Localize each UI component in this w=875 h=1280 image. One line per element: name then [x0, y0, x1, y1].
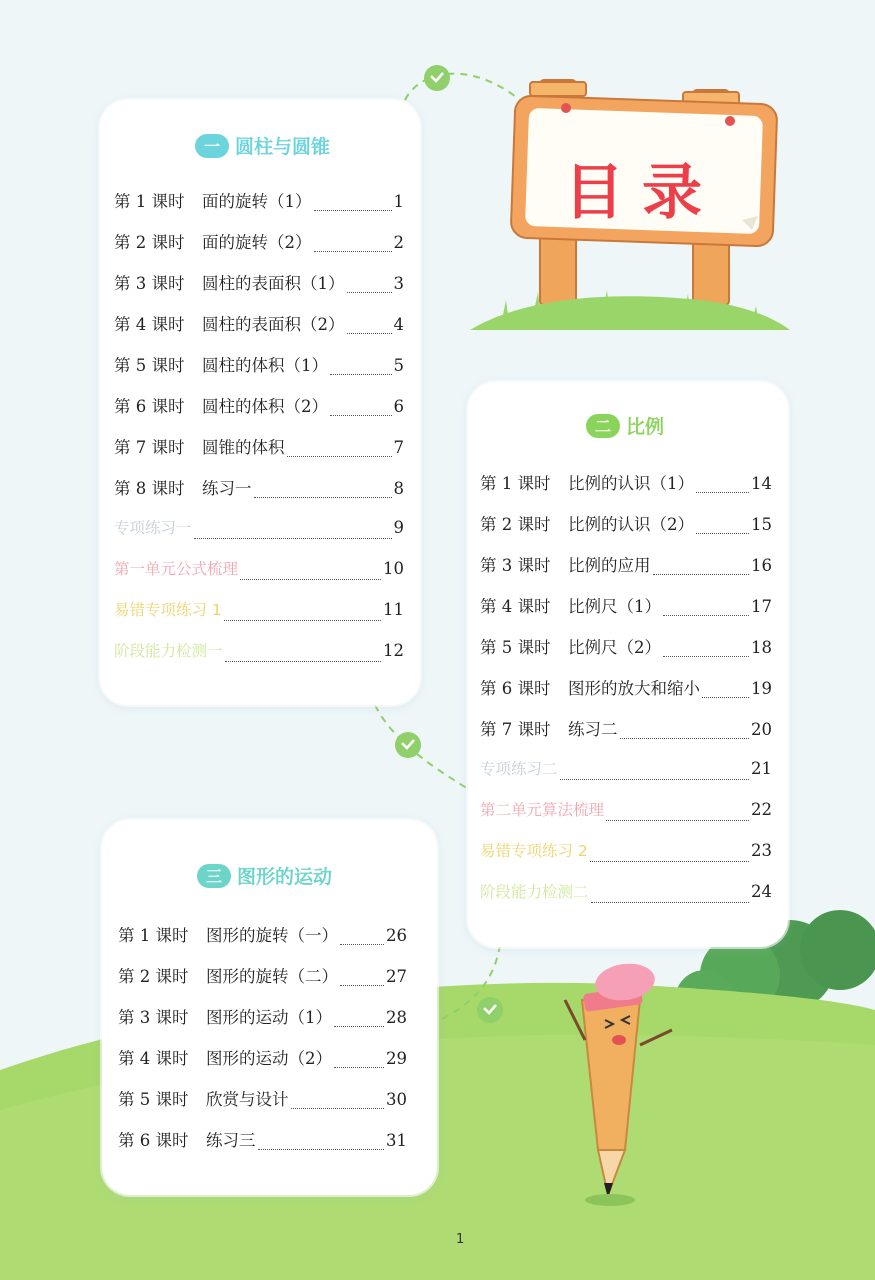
- toc-page-number: 7: [393, 438, 404, 457]
- lesson-number: 第 2 课时: [114, 233, 185, 252]
- toc-entry-label: [118, 1004, 332, 1028]
- toc-entry-label: [480, 511, 694, 535]
- lesson-title: 比例尺（2）: [568, 638, 661, 657]
- lesson-title: 圆锥的体积: [202, 438, 285, 457]
- lesson-title: 练习二: [568, 720, 618, 739]
- dot-leader: [347, 292, 392, 293]
- toc-entry-label: [114, 270, 345, 294]
- toc-page-number: 24: [751, 882, 772, 901]
- unit-title: 圆柱与圆锥: [235, 136, 331, 158]
- lesson-number: 第 7 课时: [114, 438, 185, 457]
- lesson-title: 图形的旋转（一）: [206, 926, 338, 945]
- dot-leader: [590, 861, 749, 862]
- unit-number-badge: 一: [195, 134, 229, 158]
- lesson-number: 第 4 课时: [114, 315, 185, 334]
- dot-leader: [194, 538, 392, 539]
- toc-page-number: 8: [393, 479, 404, 498]
- check-badge-icon: [477, 997, 503, 1023]
- lesson-title: 比例尺（1）: [568, 597, 661, 616]
- toc-entry[interactable]: [480, 511, 772, 552]
- toc-page-number: 11: [383, 600, 404, 619]
- lesson-number: 第 5 课时: [480, 638, 551, 657]
- lesson-number: 第 2 课时: [480, 515, 551, 534]
- toc-entry[interactable]: [118, 1127, 407, 1168]
- lesson-title: 圆柱的体积（1）: [202, 356, 328, 375]
- dot-leader: [330, 374, 392, 375]
- unit-heading: [195, 132, 330, 159]
- toc-extra-entry[interactable]: [480, 880, 772, 921]
- lesson-title: 练习三: [206, 1131, 256, 1150]
- lesson-number: 第 1 课时: [480, 474, 551, 493]
- lesson-title: 练习一: [202, 479, 252, 498]
- dot-leader: [254, 497, 392, 498]
- toc-entry-label: [480, 593, 661, 617]
- toc-entry[interactable]: [480, 716, 772, 757]
- lesson-title: 圆柱的表面积（1）: [202, 274, 345, 293]
- dashed-connector-top: [405, 74, 520, 100]
- toc-entry[interactable]: [480, 593, 772, 634]
- dot-leader: [347, 333, 392, 334]
- toc-card-unit-3: [102, 820, 437, 1195]
- dot-leader: [225, 661, 381, 662]
- lesson-number: 第 3 课时: [114, 274, 185, 293]
- toc-card-unit-2: [468, 382, 788, 947]
- toc-extra-entry[interactable]: [114, 516, 404, 557]
- dot-leader: [591, 902, 749, 903]
- grass-tuft: [470, 290, 790, 330]
- toc-extra-entry[interactable]: [480, 757, 772, 798]
- toc-extra-entry[interactable]: [480, 839, 772, 880]
- toc-page-number: 19: [751, 679, 772, 698]
- unit-title: 图形的运动: [237, 866, 333, 888]
- toc-page-number: 17: [751, 597, 772, 616]
- toc-page-number: 5: [393, 356, 404, 375]
- dot-leader: [334, 1026, 384, 1027]
- lesson-number: 第 8 课时: [114, 479, 185, 498]
- toc-entry-label: [114, 475, 252, 499]
- dot-leader: [314, 210, 392, 211]
- toc-page-number: 4: [393, 315, 404, 334]
- toc-page-number: 30: [386, 1090, 407, 1109]
- lesson-title: 面的旋转（2）: [202, 233, 312, 252]
- lesson-title: 比例的认识（2）: [568, 515, 694, 534]
- toc-entry-label: [480, 552, 651, 576]
- lesson-number: 第 1 课时: [118, 926, 189, 945]
- toc-page-number: 9: [393, 518, 404, 537]
- dot-leader: [291, 1108, 385, 1109]
- extra-title: 专项练习二: [480, 760, 558, 778]
- toc-entry-label: [118, 1045, 332, 1069]
- toc-entry-label: [480, 634, 661, 658]
- lesson-number: 第 5 课时: [114, 356, 185, 375]
- toc-page-number: 12: [383, 641, 404, 660]
- toc-entry[interactable]: [480, 470, 772, 511]
- dashed-connector-middle: [375, 705, 470, 790]
- toc-entry[interactable]: [480, 675, 772, 716]
- dot-leader: [663, 656, 749, 657]
- toc-page-number: 21: [751, 759, 772, 778]
- unit-heading: [197, 862, 332, 889]
- lesson-title: 比例的认识（1）: [568, 474, 694, 493]
- toc-extra-entry[interactable]: [114, 598, 404, 639]
- dot-leader: [258, 1149, 385, 1150]
- dot-leader: [606, 820, 749, 821]
- toc-extra-entry[interactable]: [114, 557, 404, 598]
- sign-title: 目录: [564, 158, 720, 228]
- lesson-title: 图形的放大和缩小: [568, 679, 700, 698]
- toc-entry-label: [114, 229, 312, 253]
- dot-leader: [702, 697, 749, 698]
- toc-entry-label: [114, 393, 328, 417]
- toc-entry-label: [480, 470, 694, 494]
- lesson-number: 第 1 课时: [114, 192, 185, 211]
- lesson-number: 第 4 课时: [480, 597, 551, 616]
- dot-leader: [340, 985, 384, 986]
- check-badge-icon: [395, 732, 421, 758]
- toc-page-number: 6: [393, 397, 404, 416]
- toc-page-number: 10: [383, 559, 404, 578]
- toc-list: [118, 922, 407, 1168]
- toc-entry-label: [480, 716, 618, 740]
- extra-title: 易错专项练习 1: [114, 601, 222, 619]
- toc-entry[interactable]: [114, 352, 404, 393]
- toc-entry-label: [118, 1127, 256, 1151]
- toc-page-number: 18: [751, 638, 772, 657]
- toc-page-number: 28: [386, 1008, 407, 1027]
- lesson-title: 面的旋转（1）: [202, 192, 312, 211]
- unit-number-badge: 三: [197, 864, 231, 888]
- toc-entry[interactable]: [118, 1045, 407, 1086]
- extra-title: 阶段能力检测一: [114, 642, 223, 660]
- lesson-title: 比例的应用: [568, 556, 651, 575]
- toc-extra-entry[interactable]: [480, 798, 772, 839]
- lesson-title: 圆柱的表面积（2）: [202, 315, 345, 334]
- toc-entry[interactable]: [114, 475, 404, 516]
- lesson-number: 第 6 课时: [118, 1131, 189, 1150]
- toc-entry-label: [114, 188, 312, 212]
- dot-leader: [334, 1067, 384, 1068]
- extra-title: 易错专项练习 2: [480, 842, 588, 860]
- toc-page-number: 22: [751, 800, 772, 819]
- toc-entry[interactable]: [480, 634, 772, 675]
- toc-page-number: 2: [393, 233, 404, 252]
- toc-page-number: 1: [393, 192, 404, 211]
- toc-entry[interactable]: [118, 963, 407, 1004]
- toc-entry[interactable]: [118, 1004, 407, 1045]
- toc-entry-label: [118, 963, 338, 987]
- toc-entry[interactable]: [114, 311, 404, 352]
- lesson-number: 第 6 课时: [114, 397, 185, 416]
- lesson-number: 第 6 课时: [480, 679, 551, 698]
- dot-leader: [287, 456, 392, 457]
- toc-page-number: 3: [393, 274, 404, 293]
- toc-page-number: 16: [751, 556, 772, 575]
- toc-page-number: 29: [386, 1049, 407, 1068]
- dot-leader: [240, 579, 381, 580]
- toc-entry[interactable]: [114, 229, 404, 270]
- toc-list: [114, 188, 404, 680]
- extra-title: 第一单元公式梳理: [114, 560, 239, 578]
- toc-page-number: 27: [386, 967, 407, 986]
- dot-leader: [330, 415, 392, 416]
- toc-entry-label: [118, 922, 338, 946]
- toc-entry[interactable]: [114, 270, 404, 311]
- toc-extra-entry[interactable]: [114, 639, 404, 680]
- toc-entry[interactable]: [118, 1086, 407, 1127]
- toc-list: [480, 470, 772, 921]
- toc-entry-label: [480, 675, 700, 699]
- toc-entry[interactable]: [118, 922, 407, 963]
- lesson-number: 第 7 课时: [480, 720, 551, 739]
- dot-leader: [314, 251, 392, 252]
- lesson-number: 第 3 课时: [118, 1008, 189, 1027]
- extra-title: 专项练习一: [114, 519, 192, 537]
- dot-leader: [696, 492, 749, 493]
- unit-title: 比例: [626, 416, 665, 438]
- toc-card-unit-1: [100, 100, 420, 705]
- dot-leader: [696, 533, 749, 534]
- dot-leader: [224, 620, 381, 621]
- toc-entry[interactable]: [114, 393, 404, 434]
- lesson-title: 图形的运动（1）: [206, 1008, 332, 1027]
- dot-leader: [340, 944, 384, 945]
- toc-entry[interactable]: [114, 188, 404, 229]
- lesson-title: 欣赏与设计: [206, 1090, 289, 1109]
- lesson-number: 第 4 课时: [118, 1049, 189, 1068]
- lesson-title: 图形的旋转（二）: [206, 967, 338, 986]
- dot-leader: [653, 574, 750, 575]
- toc-entry-label: [114, 352, 328, 376]
- toc-page-number: 31: [386, 1131, 407, 1150]
- extra-title: 第二单元算法梳理: [480, 801, 605, 819]
- toc-page-number: 20: [751, 720, 772, 739]
- toc-entry[interactable]: [114, 434, 404, 475]
- toc-entry-label: [114, 311, 345, 335]
- toc-entry-label: [118, 1086, 289, 1110]
- toc-page-number: 23: [751, 841, 772, 860]
- toc-entry-label: [114, 434, 285, 458]
- toc-page-number: 14: [751, 474, 772, 493]
- extra-title: 阶段能力检测二: [480, 883, 589, 901]
- lesson-number: 第 5 课时: [118, 1090, 189, 1109]
- lesson-number: 第 3 课时: [480, 556, 551, 575]
- page-number: 1: [456, 1232, 465, 1247]
- dot-leader: [663, 615, 749, 616]
- lesson-number: 第 2 课时: [118, 967, 189, 986]
- check-badge-icon: [424, 65, 450, 91]
- toc-entry[interactable]: [480, 552, 772, 593]
- lesson-title: 图形的运动（2）: [206, 1049, 332, 1068]
- dot-leader: [620, 738, 750, 739]
- toc-page-number: 15: [751, 515, 772, 534]
- lesson-title: 圆柱的体积（2）: [202, 397, 328, 416]
- toc-page-number: 26: [386, 926, 407, 945]
- dot-leader: [560, 779, 749, 780]
- unit-number-badge: 二: [586, 414, 620, 438]
- unit-heading: [586, 412, 664, 439]
